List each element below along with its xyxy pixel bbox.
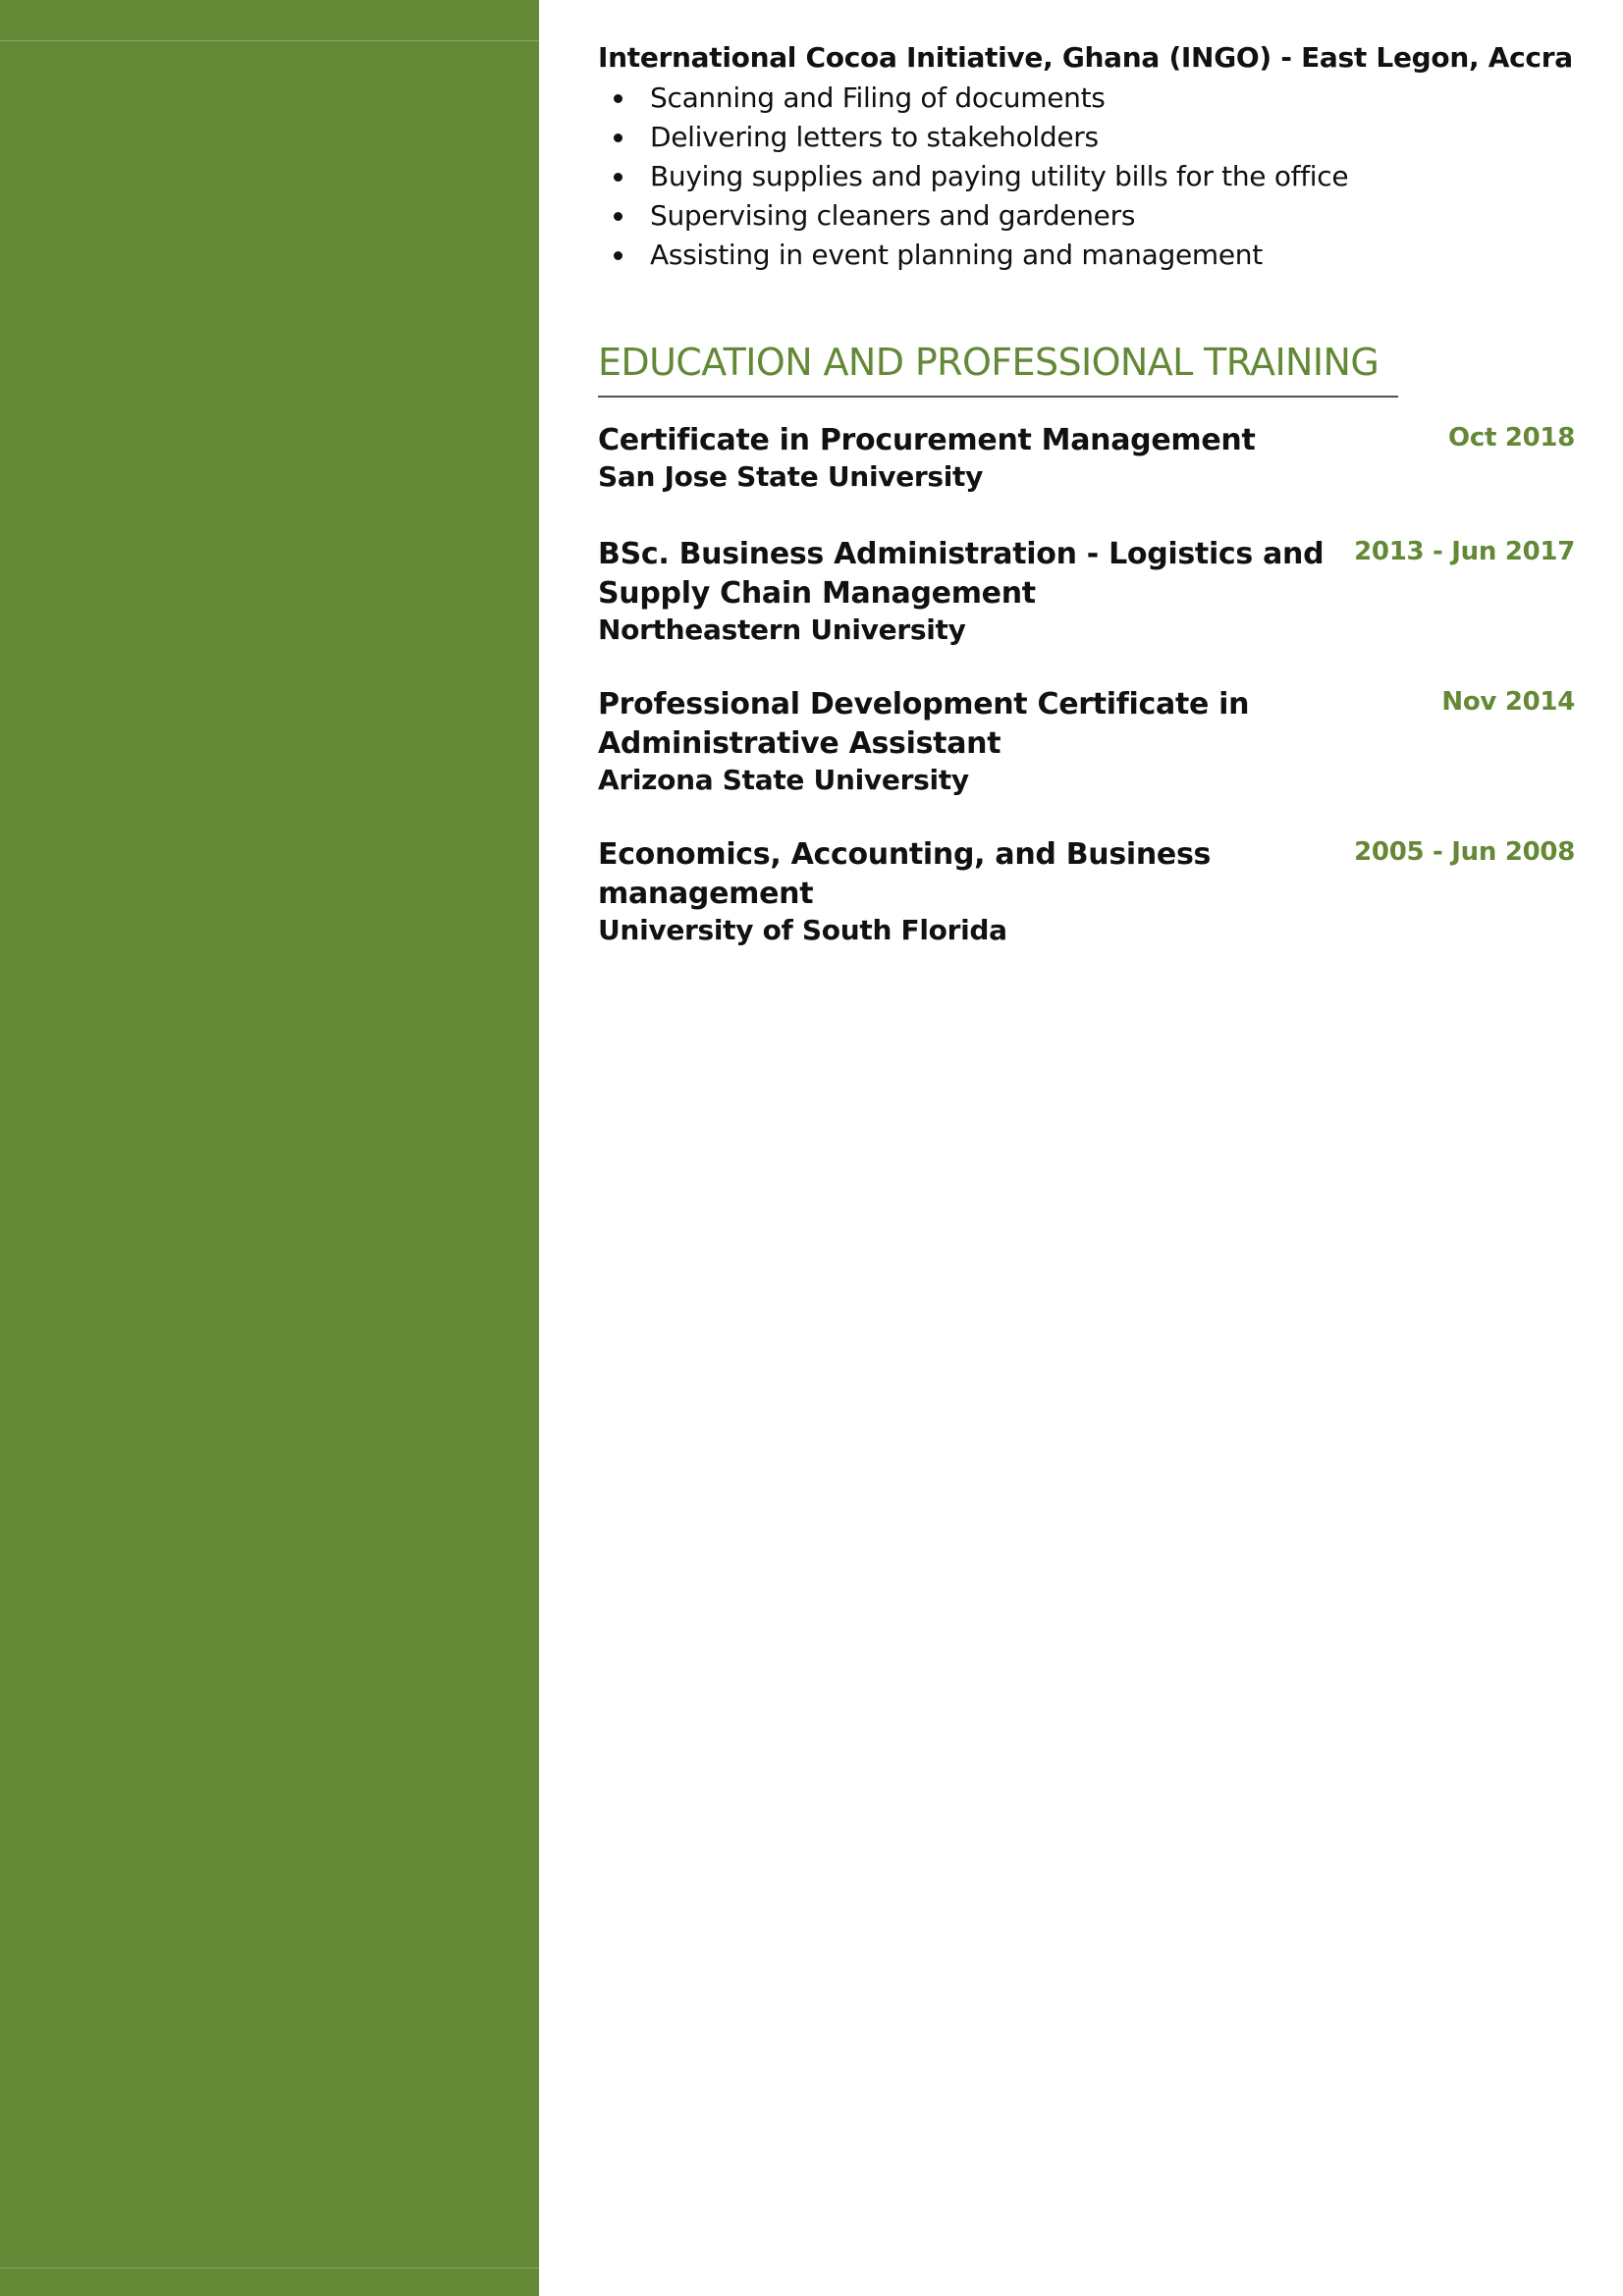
education-degree: Certificate in Procurement Management: [598, 423, 1256, 457]
sidebar-top-divider: [0, 40, 539, 41]
education-section-heading: EDUCATION AND PROFESSIONAL TRAINING: [598, 341, 1380, 384]
duty-item: Buying supplies and paying utility bills for the office: [598, 157, 1348, 196]
sidebar-panel: [0, 0, 539, 2296]
education-item: [598, 835, 1575, 947]
experience-organization: International Cocoa Initiative, Ghana (INGO) - East Legon, Accra: [598, 41, 1573, 74]
education-school: Northeastern University: [598, 614, 966, 646]
education-date: 2013 - Jun 2017: [1354, 537, 1575, 566]
education-date: 2005 - Jun 2008: [1354, 837, 1575, 867]
education-item: [598, 421, 1575, 494]
education-date: Oct 2018: [1448, 423, 1575, 453]
experience-duties-list: [598, 79, 1348, 275]
education-degree: BSc. Business Administration - Logistics and Supply Chain Management: [598, 537, 1325, 611]
duty-item: Supervising cleaners and gardeners: [598, 196, 1348, 236]
education-item: [598, 535, 1575, 647]
education-heading-underline: [598, 396, 1398, 398]
education-school: University of South Florida: [598, 914, 1007, 946]
duty-item: Scanning and Filing of documents: [598, 79, 1348, 118]
duty-item: Delivering letters to stakeholders: [598, 118, 1348, 157]
education-date: Nov 2014: [1441, 687, 1575, 717]
education-degree: Economics, Accounting, and Business management: [598, 837, 1212, 911]
sidebar-bottom-divider: [0, 2268, 539, 2269]
education-item: [598, 685, 1575, 797]
education-degree: Professional Development Certificate in Administrative Assistant: [598, 687, 1250, 761]
education-school: Arizona State University: [598, 764, 969, 796]
duty-item: Assisting in event planning and management: [598, 236, 1348, 275]
education-school: San Jose State University: [598, 460, 984, 493]
